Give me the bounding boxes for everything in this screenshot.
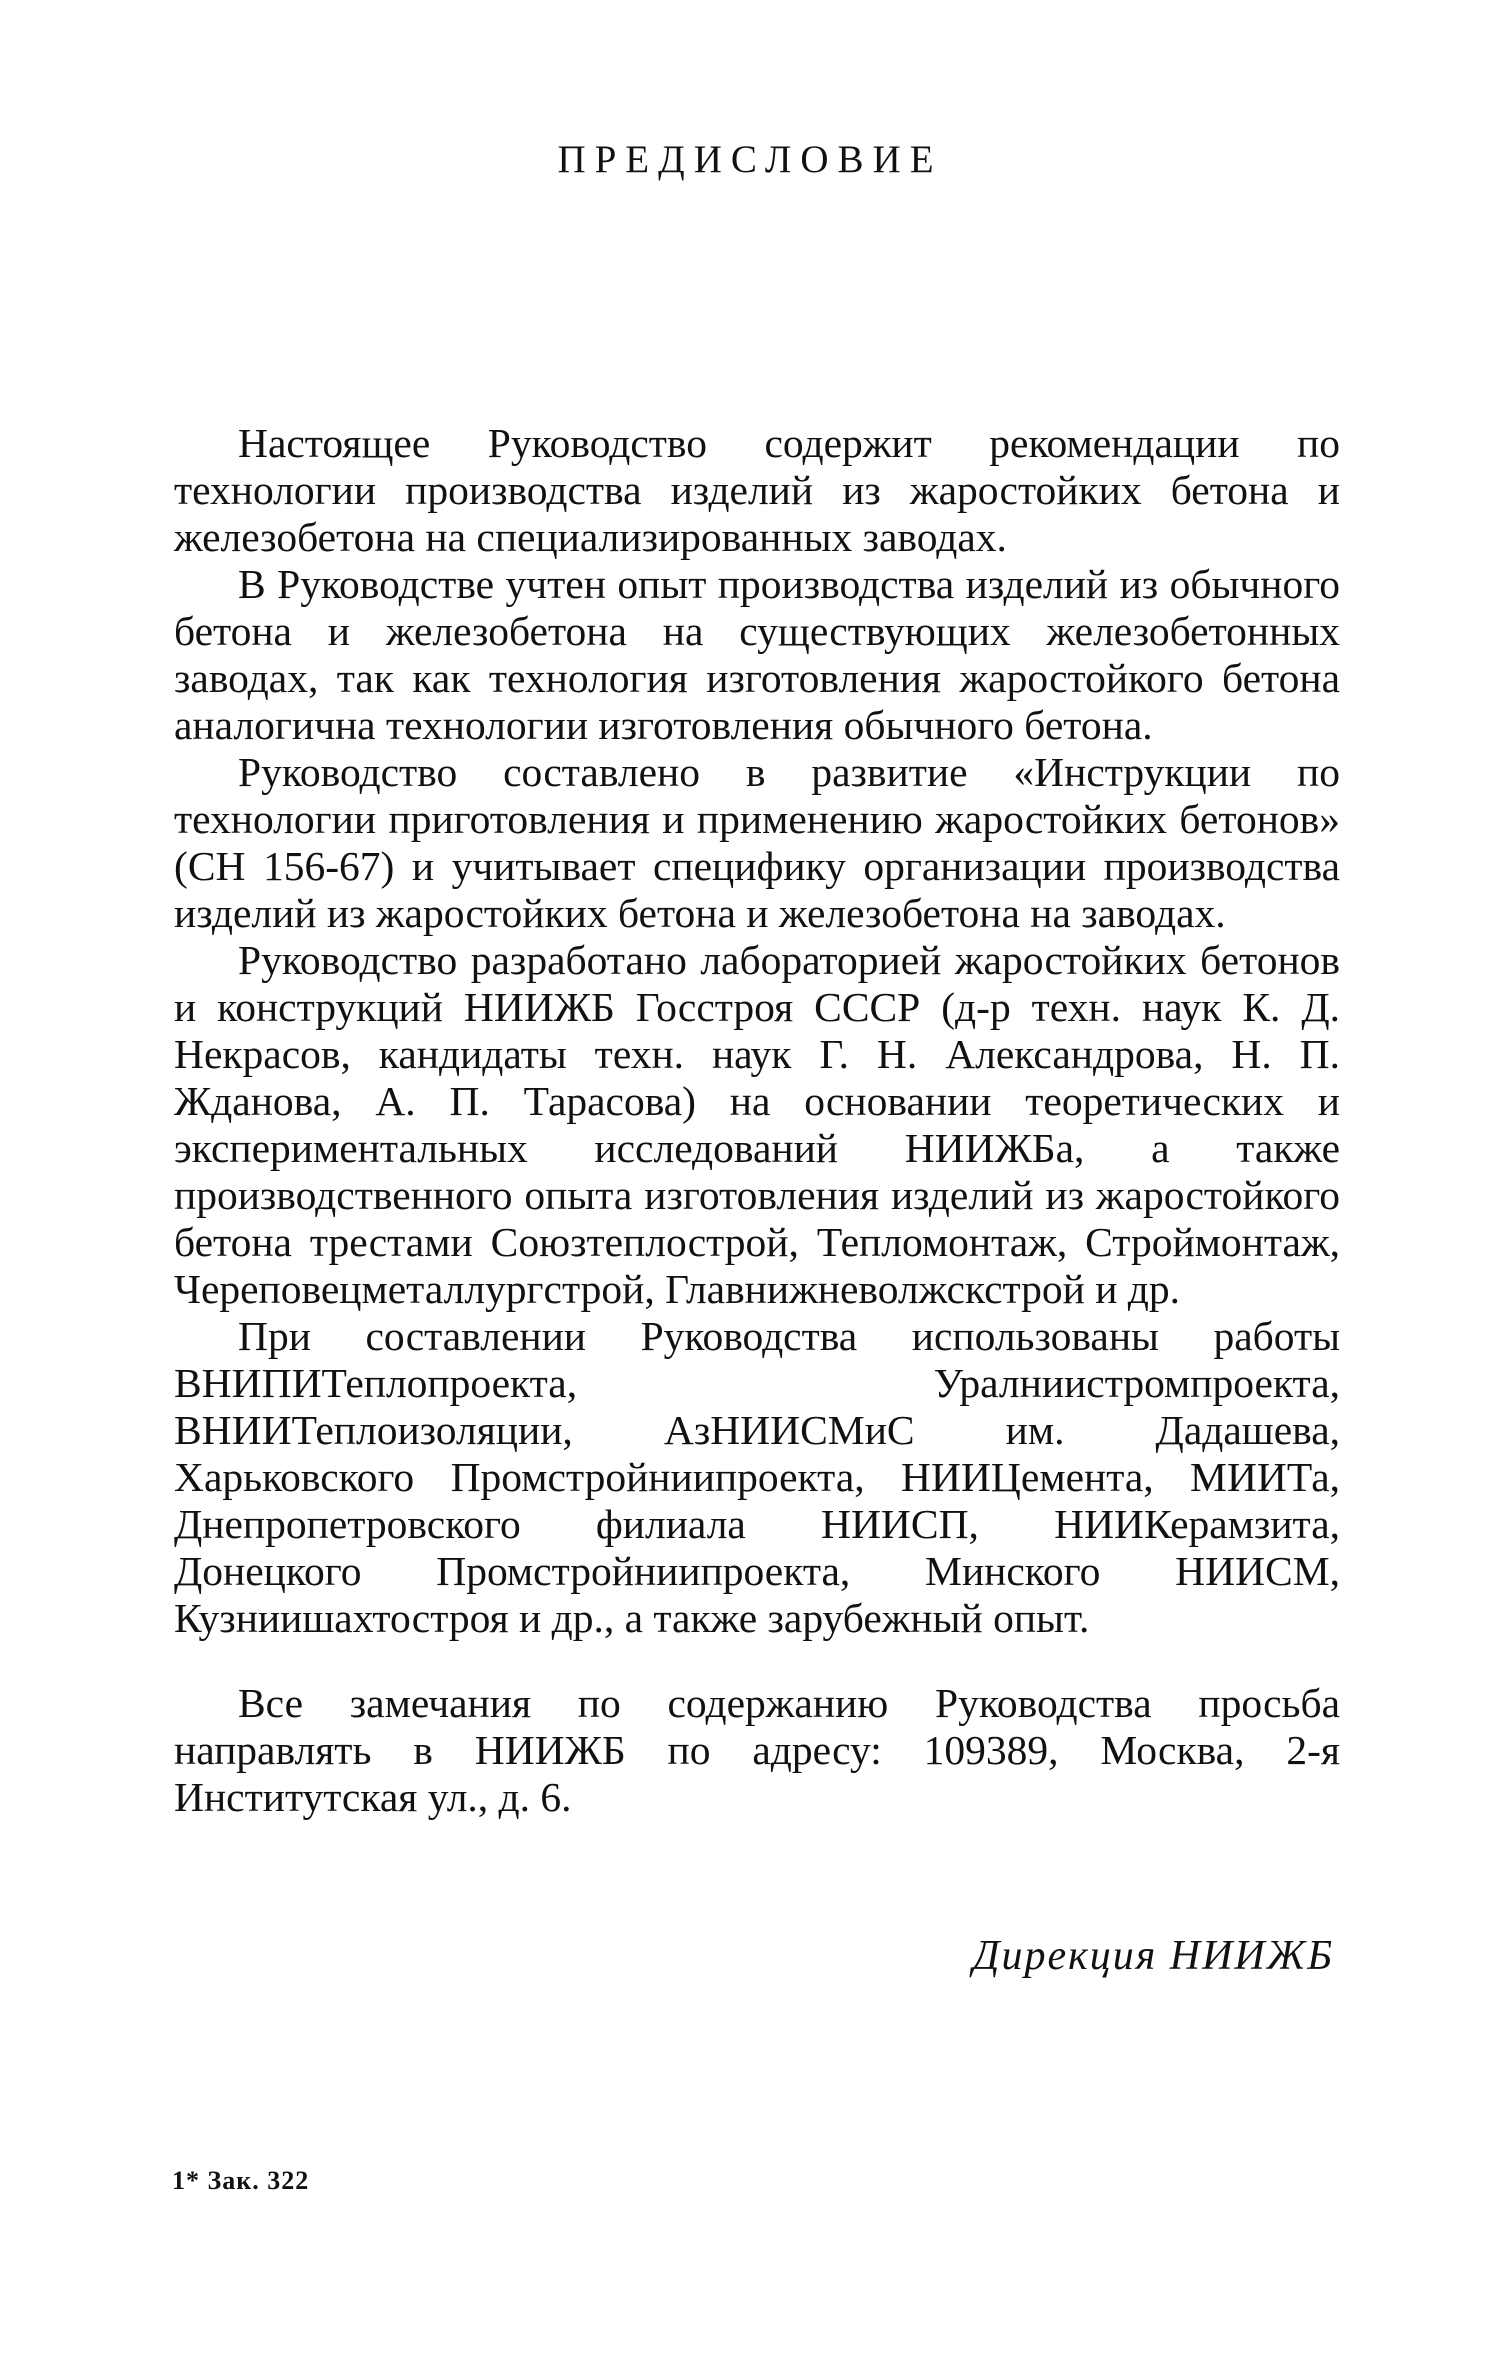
preface-body <box>174 420 1340 1821</box>
paragraph-feedback: Все замечания по содержанию Руководства просьба направлять в НИИЖБ по адресу: 109389, Москва, 2-я Институтская ул., д. 6. <box>174 1680 1340 1820</box>
paragraph-experience: В Руководстве учтен опыт производства изделий из обычного бетона и железобетона на существующих железобетонных заводах, так как технология изготовления жаростойкого бетона аналогична технологии изготовления обычного бетона. <box>174 561 1340 748</box>
print-order-footer: 1* Зак. 322 <box>172 2166 310 2195</box>
paragraph-purpose: Настоящее Руководство содержит рекомендации по технологии производства изделий из жаростойких бетона и железобетона на специализированных заводах. <box>174 420 1340 560</box>
page-title: ПРЕДИСЛОВИЕ <box>557 138 943 181</box>
paragraph-authors: Руководство разработано лабораторией жаростойких бетонов и конструкций НИИЖБ Госстроя СССР (д-р техн. наук К. Д. Некрасов, кандидаты техн. наук Г. Н. Александрова, Н. П. Жданова, А. П. Тарасова) на основании теоретических и экспериментальных исследований НИИЖБа, а также производственного опыта изготовления изделий из жаростойкого бетона трестами Союзтеплострой, Тепломонтаж, Строймонтаж, Череповецметаллургстрой, Главнижневолжскстрой и др. <box>174 937 1340 1312</box>
paragraph-instruction: Руководство составлено в развитие «Инструкции по технологии приготовления и применению жаростойких бетонов» (СН 156-67) и учитывает специфику организации производства изделий из жаростойких бетона и железобетона на заводах. <box>174 749 1340 936</box>
signature: Дирекция НИИЖБ <box>972 1933 1334 1979</box>
paragraph-sources: При составлении Руководства использованы работы ВНИПИТеплопроекта, Уралниистромпроекта, ВНИИТеплоизоляции, АзНИИСМиС им. Дадашева, Харьковского Промстройниипроекта, НИИЦемента, МИИТа, Днепропетровского филиала НИИСП, НИИКерамзита, Донецкого Промстройниипроекта, Минского НИИСМ, Кузниишахтостроя и др., а также зарубежный опыт. <box>174 1313 1340 1641</box>
